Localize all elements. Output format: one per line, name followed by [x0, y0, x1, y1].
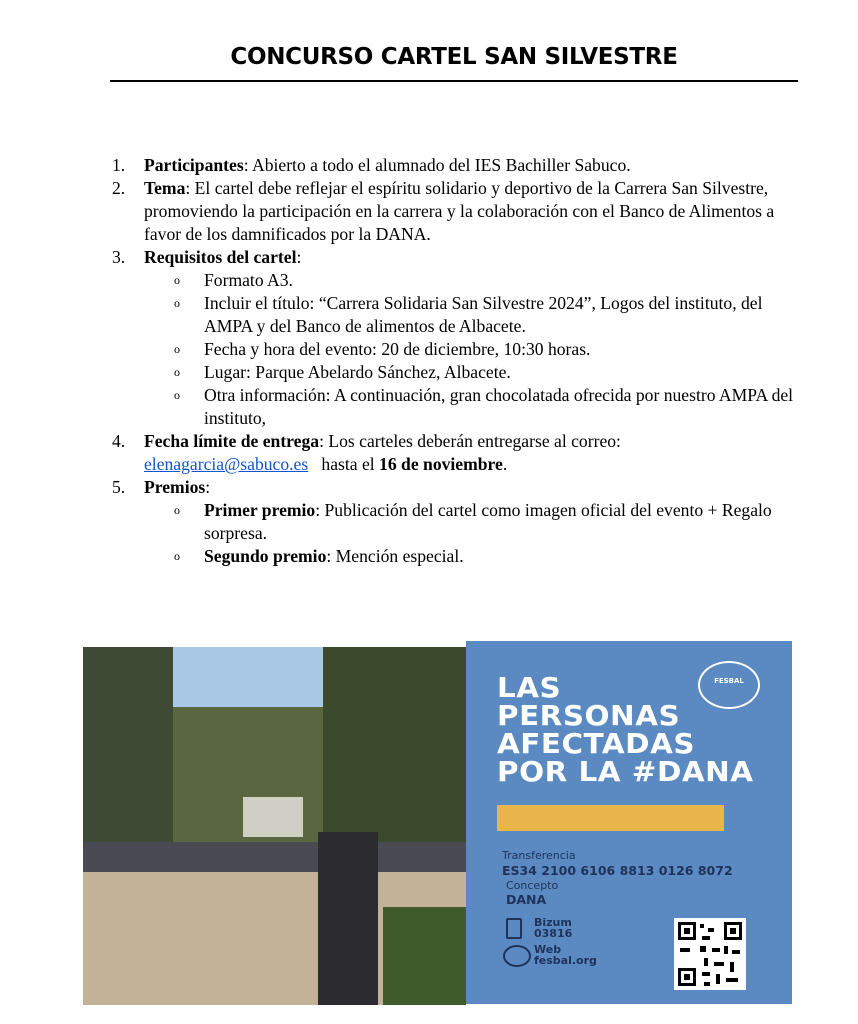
sub-item: o Fecha y hora del evento: 20 de diciembre, 10:30 horas. — [174, 339, 591, 359]
list-item-premios: 5. Premios: — [112, 477, 211, 497]
qr-code-pattern — [674, 918, 746, 990]
bullet-icon: o — [174, 388, 180, 402]
sub-item: o Primer premio: Publicación del cartel como imagen oficial del evento + Regalo sorpresa. — [174, 500, 772, 543]
park-photo-illustration — [83, 647, 466, 1005]
sub-item: o Lugar: Parque Abelardo Sánchez, Albacete. — [174, 362, 511, 382]
list-item-requisitos: 3. Requisitos del cartel: — [112, 247, 302, 267]
highlight-bar — [497, 805, 724, 831]
list-item-tema: 2. Tema: El cartel debe reflejar el espíritu solidario y deportivo de la Carrera San Silvestre, promoviendo la participación en la carrera y la colaboración con el Banco de Alimentos a favor de los damnificados por la DANA. — [112, 178, 775, 244]
list-item-fecha-limite: 4. Fecha límite de entrega: Los carteles deberán entregarse al correo: elenagarcia@sabuco.es hasta el 16 de noviembre. — [112, 431, 621, 474]
dana-poster: FESBAL LAS PERSONAS AFECTADAS POR LA #DANA Transferencia ES34 2100 6106 8813 0126 8072 Concepto DANA Bizum 03816 Web fesbal.org — [466, 641, 792, 1004]
bullet-icon: o — [174, 549, 180, 563]
email-link[interactable]: elenagarcia@sabuco.es — [144, 454, 309, 474]
phone-icon — [506, 918, 522, 939]
list-item-participantes: 1. Participantes: Abierto a todo el alumnado del IES Bachiller Sabuco. — [112, 155, 631, 175]
sub-item: o Incluir el título: “Carrera Solidaria San Silvestre 2024”, Logos del instituto, del AMPA y del Banco de alimentos de Albacete. — [174, 293, 763, 336]
bullet-icon: o — [174, 273, 180, 287]
bullet-icon: o — [174, 365, 180, 379]
sub-item: o Segundo premio: Mención especial. — [174, 546, 464, 566]
poster-headline: LAS PERSONAS AFECTADAS POR LA #DANA — [497, 671, 754, 788]
sub-item: o Formato A3. — [174, 270, 293, 290]
park-photo — [83, 647, 466, 1005]
document-title: CONCURSO CARTEL SAN SILVESTRE — [230, 44, 678, 70]
document-body — [112, 154, 802, 568]
bullet-icon: o — [174, 296, 180, 310]
bullet-icon: o — [174, 342, 180, 356]
qr-code — [674, 918, 746, 990]
sub-item: o Otra información: A continuación, gran chocolatada ofrecida por nuestro AMPA del instituto, — [174, 385, 794, 428]
fesbal-logo: FESBAL — [698, 661, 760, 709]
title-underline — [110, 80, 798, 82]
globe-icon — [503, 945, 531, 967]
bullet-icon: o — [174, 503, 180, 517]
